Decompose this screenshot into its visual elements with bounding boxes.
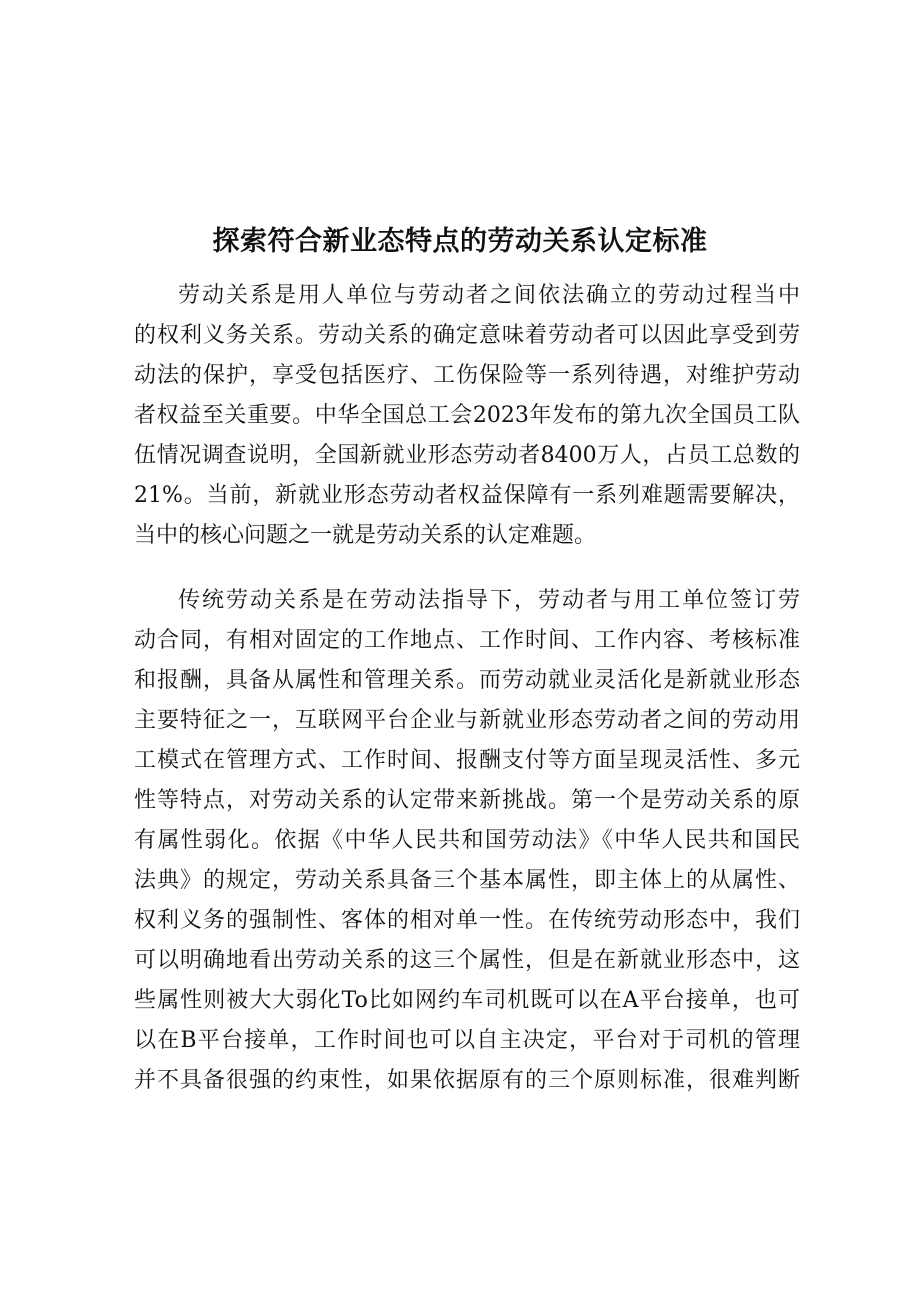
paragraph-line: 权利义务的强制性、客体的相对单一性。在传统劳动形态中，我们 [134,908,800,933]
paragraph-line: 法典》的规定，劳动关系具备三个基本属性，即主体上的从属性、 [134,868,800,893]
paragraph-line: 并不具备很强的约束性，如果依据原有的三个原则标准，很难判断 [134,1068,800,1093]
paragraph-2 [134,581,800,1101]
paragraph-line: 可以明确地看出劳动关系的这三个属性，但是在新就业形态中，这 [134,948,800,973]
paragraph-line: 动合同，有相对固定的工作地点、工作时间、工作内容、考核标准 [134,628,800,653]
document-title: 探索符合新业态特点的劳动关系认定标准 [212,226,708,257]
paragraph-line: 些属性则被大大弱化To比如网约车司机既可以在A平台接单，也可 [134,988,800,1013]
paragraph-line: 主要特征之一，互联网平台企业与新就业形态劳动者之间的劳动用 [134,708,800,733]
paragraph-line: 的权利义务关系。劳动关系的确定意味着劳动者可以因此享受到劳 [134,323,800,348]
paragraph-line: 动法的保护，享受包括医疗、工伤保险等一系列待遇，对维护劳动 [134,363,800,388]
paragraph-1 [134,276,800,556]
paragraph-line: 者权益至关重要。中华全国总工会2023年发布的第九次全国员工队 [134,403,800,428]
paragraph-line: 21%。当前，新就业形态劳动者权益保障有一系列难题需要解决， [134,483,800,508]
paragraph-line: 和报酬，具备从属性和管理关系。而劳动就业灵活化是新就业形态 [134,668,800,693]
paragraph-line: 当中的核心问题之一就是劳动关系的认定难题。 [134,523,597,548]
paragraph-line: 工模式在管理方式、工作时间、报酬支付等方面呈现灵活性、多元 [134,748,800,773]
paragraph-line: 传统劳动关系是在劳动法指导下，劳动者与用工单位签订劳 [178,588,800,613]
paragraph-line: 劳动关系是用人单位与劳动者之间依法确立的劳动过程当中 [178,283,800,308]
paragraph-line: 伍情况调查说明，全国新就业形态劳动者8400万人，占员工总数的 [134,443,800,468]
paragraph-line: 性等特点，对劳动关系的认定带来新挑战。第一个是劳动关系的原 [134,788,800,813]
paragraph-line: 以在B平台接单，工作时间也可以自主决定，平台对于司机的管理 [134,1028,800,1053]
paragraph-line: 有属性弱化。依据《中华人民共和国劳动法》《中华人民共和国民 [134,828,800,853]
